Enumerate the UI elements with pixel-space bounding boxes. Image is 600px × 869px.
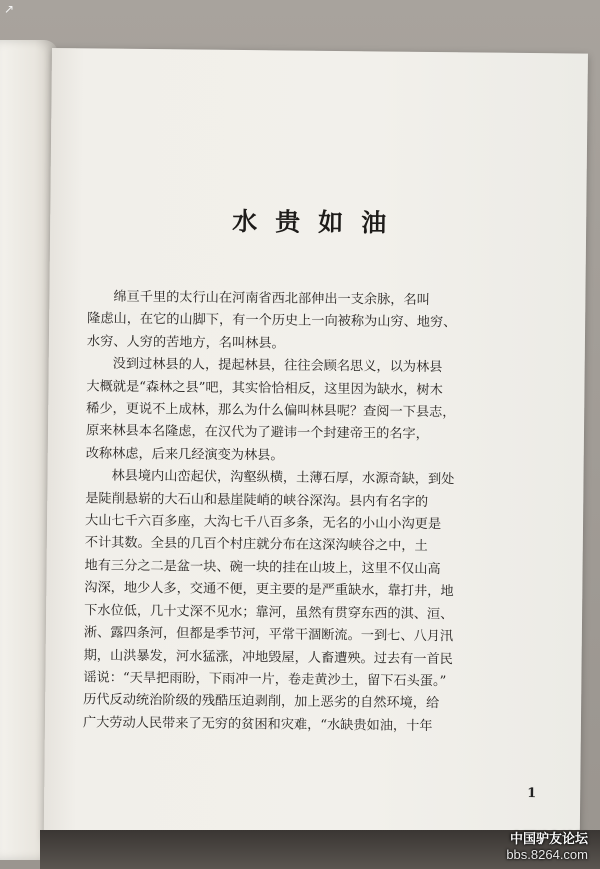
book-page bbox=[44, 48, 588, 844]
page-number: 1 bbox=[527, 786, 537, 802]
paragraph-3 bbox=[83, 466, 548, 740]
text-line: 林县境内山峦起伏，沟壑纵横，土薄石厚，水源奇缺，到处 bbox=[111, 468, 455, 488]
text-line: 改称林虑，后来几经演变为林县。 bbox=[85, 446, 284, 464]
text-line: 绵亘千里的太行山在河南省西北部伸出一支余脉，名叫 bbox=[113, 289, 430, 308]
watermark-forum-name: 中国驴友论坛 bbox=[509, 831, 588, 846]
text-line: 下水位低，几十丈深不见水；靠河，虽然有贯穿东西的淇、洹、 bbox=[84, 603, 454, 622]
text-line: 历代反动统治阶级的残酷压迫剥削，加上恶劣的自然环境，给 bbox=[83, 692, 440, 712]
text-line: 广大劳动人民带来了无穷的贫困和灾难，“水缺贵如油，十年 bbox=[82, 715, 433, 734]
chapter-body bbox=[83, 286, 550, 739]
watermark-url: bbs.8264.com bbox=[506, 847, 588, 862]
text-line: 大概就是“森林之县”吧，其实恰恰相反，这里因为缺水，树木 bbox=[86, 379, 443, 398]
text-line: 沟深，地少人多，交通不便，更主要的是严重缺水，靠打井，地 bbox=[84, 580, 454, 600]
chapter-title: 水贵如油 bbox=[232, 206, 405, 238]
text-line: 原来林县本名隆虑，在汉代为了避讳一个封建帝王的名字， bbox=[85, 423, 429, 443]
text-line: 隆虑山，在它的山脚下，有一个历史上一向被称为山穷、地穷、 bbox=[87, 311, 457, 331]
text-line: 地有三分之二是盆一块、碗一块的挂在山坡上，这里不仅山高 bbox=[84, 558, 441, 577]
text-line: 期，山洪暴发，河水猛涨，冲地毁屋，人畜遭殃。过去有一首民 bbox=[83, 647, 453, 667]
text-line: 没到过林县的人，提起林县，往往会顾名思义，以为林县 bbox=[112, 356, 443, 376]
paragraph-2 bbox=[86, 354, 549, 471]
paragraph-1 bbox=[87, 286, 550, 358]
text-line: 淅、露四条河，但都是季节河，平常干涸断流。一到七、八月汛 bbox=[83, 625, 454, 645]
corner-arrow-icon: ↗ bbox=[4, 2, 15, 16]
text-line: 大山七千六百多座，大沟七千八百多条，无名的小山小沟更是 bbox=[84, 513, 442, 533]
text-line: 稀少，更说不上成林，那么为什么偏叫林县呢？查阅一下县志， bbox=[86, 401, 456, 421]
text-line: 谣说：“天旱把雨盼，下雨冲一片，卷走黄沙土，留下石头蛋。” bbox=[83, 670, 447, 690]
forum-watermark bbox=[506, 831, 588, 863]
text-line: 是陡削悬崭的大石山和悬崖陡峭的峡谷深沟。县内有名字的 bbox=[85, 491, 429, 510]
text-line: 水穷、人穷的苦地方，名叫林县。 bbox=[86, 334, 285, 352]
text-line: 不计其数。全县的几百个村庄就分布在这深沟峡谷之中，土 bbox=[84, 535, 428, 555]
